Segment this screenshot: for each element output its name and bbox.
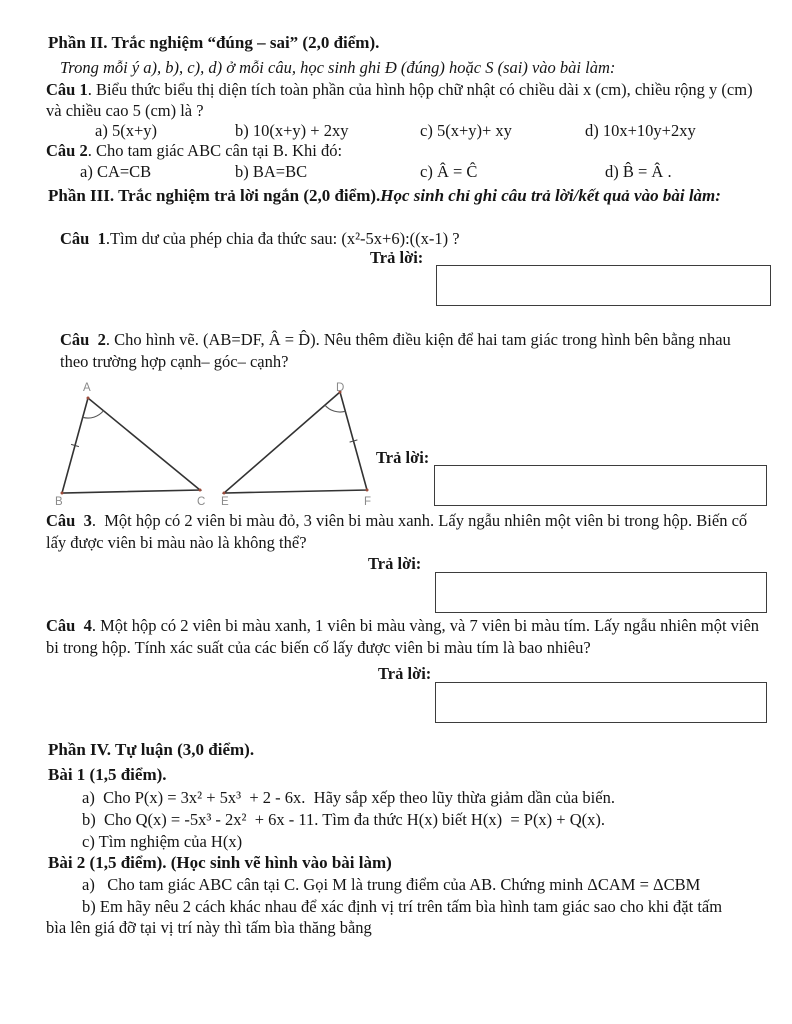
part2-q1-label: Câu 1 <box>46 80 88 99</box>
bai2-item-b-line1: b) Em hãy nêu 2 cách khác nhau để xác định vị trí trên tấm bìa hình tam giác sao cho khi đặt tấm <box>82 897 723 916</box>
part3-q2-text: . Cho hình vẽ. (AB=DF, Â = D̂). Nêu thêm điều kiện để hai tam giác trong hình bên bằng nhau <box>105 330 731 349</box>
part2-q2-option-b: b) BA=BC <box>235 162 308 181</box>
part2-q2-option-c: c) Â = Ĉ <box>420 162 478 181</box>
part3-q4-label: Câu 4 <box>46 616 92 635</box>
angle-arc-a <box>83 411 104 418</box>
part2-heading: Phần II. Trắc nghiệm “đúng – sai” (2,0 điểm). <box>48 33 380 52</box>
part3-q3-answer-label: Trả lời: <box>368 554 422 573</box>
part2-q2-label: Câu 2 <box>46 141 88 160</box>
vertex-dot-e <box>223 492 226 495</box>
part3-q3-label: Câu 3 <box>46 511 92 530</box>
part3-q2-answer-label: Trả lời: <box>376 448 430 467</box>
vertex-label-f: F <box>364 496 372 508</box>
triangles-figure <box>46 380 386 508</box>
part3-heading-bold: Phần III. Trắc nghiệm trả lời ngắn (2,0 điểm). <box>48 186 381 205</box>
vertex-label-a: A <box>83 382 91 394</box>
part3-q3-answer-box[interactable] <box>435 572 767 613</box>
vertex-dot-f <box>366 489 369 492</box>
part3-q1-line <box>60 229 460 248</box>
vertex-dot-a <box>87 397 90 400</box>
part2-q1-line2: và chiều cao 5 (cm) là ? <box>46 101 204 120</box>
part3-q3-line2: lấy được viên bi màu nào là không thể? <box>46 533 307 552</box>
bai1-item-b: b) Cho Q(x) = -5x³ - 2x² + 6x - 11. Tìm đa thức H(x) biết H(x) = P(x) + Q(x). <box>82 810 606 829</box>
vertex-label-e: E <box>221 496 229 508</box>
part3-q2-line2: theo trường hợp cạnh– góc– cạnh? <box>60 352 289 371</box>
vertex-label-c: C <box>197 496 206 508</box>
part3-heading-italic: Học sinh chỉ ghi câu trả lời/kết quả vào bài làm: <box>380 186 721 205</box>
part2-q1-option-a: a) 5(x+y) <box>95 121 157 140</box>
triangle-abc <box>62 398 200 493</box>
part2-q2-option-d: d) B̂ = Â . <box>605 162 672 181</box>
part2-q1-line1 <box>46 80 753 99</box>
part2-q1-option-b: b) 10(x+y) + 2xy <box>235 121 349 140</box>
bai1-item-a: a) Cho P(x) = 3x² + 5x³ + 2 - 6x. Hãy sắp xếp theo lũy thừa giảm dần của biến. <box>82 788 615 807</box>
part3-q1-label: Câu 1 <box>60 229 106 248</box>
part3-heading <box>48 186 721 206</box>
part2-q2-line <box>46 141 342 160</box>
bai2-heading: Bài 2 (1,5 điểm). (Học sinh vẽ hình vào bài làm) <box>48 853 392 872</box>
part3-q2-label: Câu 2 <box>60 330 106 349</box>
bai1-item-c: c) Tìm nghiệm của H(x) <box>82 832 243 851</box>
bai2-item-a: a) Cho tam giác ABC cân tại C. Gọi M là trung điểm của AB. Chứng minh ΔCAM = ΔCBM <box>82 875 701 894</box>
part3-q1-answer-box[interactable] <box>436 265 771 306</box>
part3-q3-line1 <box>46 511 747 530</box>
part3-q4-line1 <box>46 616 759 635</box>
part3-q2-line1 <box>60 330 731 349</box>
vertex-label-d: D <box>336 382 345 394</box>
part4-heading: Phần IV. Tự luận (3,0 điểm). <box>48 740 255 759</box>
vertex-dot-b <box>61 492 64 495</box>
triangle-def <box>224 392 367 493</box>
part3-q4-answer-box[interactable] <box>435 682 767 723</box>
part2-q1-text: . Biểu thức biểu thị diện tích toàn phần của hình hộp chữ nhật có chiều dài x (cm), chiều rộng y (cm) <box>87 80 753 99</box>
part2-q2-option-a: a) CA=CB <box>80 162 152 181</box>
part2-q1-option-c: c) 5(x+y)+ xy <box>420 121 512 140</box>
part3-q4-answer-label: Trả lời: <box>378 664 432 683</box>
part3-q2-answer-box[interactable] <box>434 465 767 506</box>
part3-q1-text: .Tìm dư của phép chia đa thức sau: (x²-5x+6):((x-1) ? <box>105 229 460 248</box>
part3-q1-answer-label: Trả lời: <box>370 248 424 267</box>
vertex-label-b: B <box>55 496 63 508</box>
part3-q3-text: . Một hộp có 2 viên bi màu đỏ, 3 viên bi màu xanh. Lấy ngẫu nhiên một viên bi trong hộp. Biến cố <box>91 511 748 530</box>
bai1-heading: Bài 1 (1,5 điểm). <box>48 765 167 784</box>
part2-q1-option-d: d) 10x+10y+2xy <box>585 121 696 140</box>
bai2-item-b-line2: bìa lên giá đỡ tại vị trí này thì tấm bìa thăng bằng <box>46 918 372 937</box>
part3-q4-text: . Một hộp có 2 viên bi màu xanh, 1 viên bi màu vàng, và 7 viên bi màu tím. Lấy ngẫu nhiên một viên <box>91 616 760 635</box>
angle-arc-d <box>325 405 345 412</box>
part2-instruction: Trong mỗi ý a), b), c), d) ở mỗi câu, học sinh ghi Đ (đúng) hoặc S (sai) vào bài làm: <box>60 58 616 77</box>
part3-q4-line2: bi trong hộp. Tính xác suất của các biến cố lấy được viên bi màu tím là bao nhiêu? <box>46 638 591 657</box>
part2-q2-text: . Cho tam giác ABC cân tại B. Khi đó: <box>87 141 343 160</box>
vertex-dot-c <box>199 489 202 492</box>
